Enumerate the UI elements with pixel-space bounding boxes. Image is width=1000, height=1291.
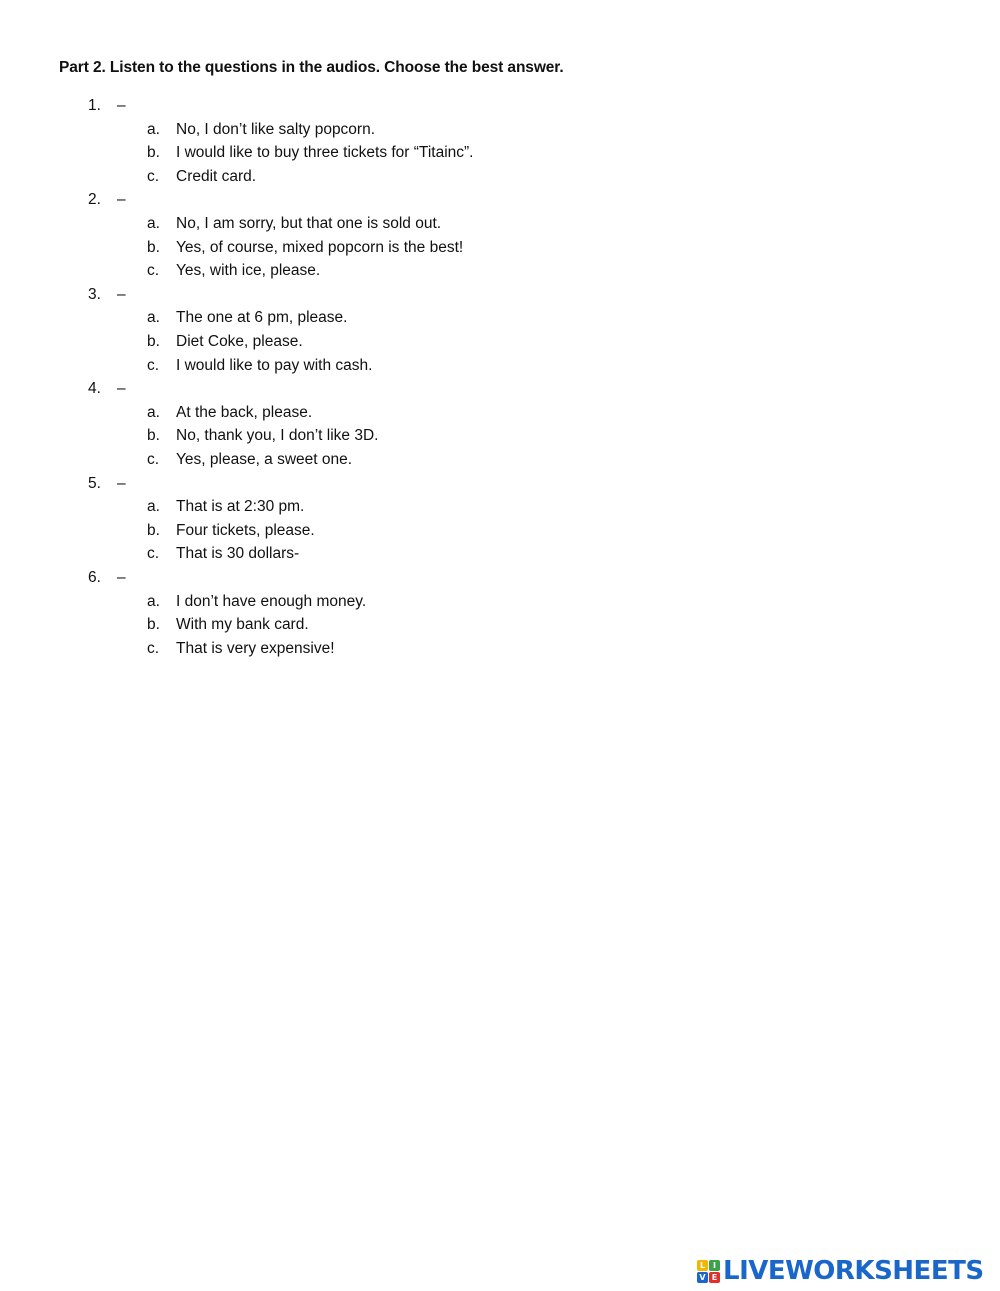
option-text: At the back, please.	[176, 403, 313, 421]
answer-option[interactable]	[0, 593, 1000, 615]
section-heading: Part 2. Listen to the questions in the audios. Choose the best answer.	[59, 59, 564, 76]
option-letter: c.	[147, 262, 160, 280]
question-dash: –	[117, 97, 126, 114]
logo-mark-letter: V	[697, 1272, 708, 1283]
question-number: 2.	[88, 191, 101, 209]
question-item	[0, 191, 1000, 213]
question-item	[0, 475, 1000, 497]
option-text: Yes, with ice, please.	[176, 262, 321, 280]
option-text: That is at 2:30 pm.	[176, 498, 305, 516]
answer-option[interactable]	[0, 144, 1000, 166]
answer-option[interactable]	[0, 404, 1000, 426]
option-letter: a.	[147, 403, 160, 421]
answer-option[interactable]	[0, 309, 1000, 331]
option-letter: b.	[147, 616, 160, 634]
answer-option[interactable]	[0, 333, 1000, 355]
option-letter: a.	[147, 498, 160, 516]
option-letter: a.	[147, 120, 160, 138]
answer-option[interactable]	[0, 215, 1000, 237]
option-text: The one at 6 pm, please.	[176, 309, 348, 327]
option-text: Four tickets, please.	[176, 521, 315, 539]
option-text: Credit card.	[176, 167, 257, 185]
question-dash: –	[117, 191, 126, 209]
question-item	[0, 97, 1000, 119]
answer-option[interactable]	[0, 616, 1000, 638]
answer-option[interactable]	[0, 545, 1000, 567]
question-item	[0, 380, 1000, 402]
answer-option[interactable]	[0, 522, 1000, 544]
question-number: 6.	[88, 569, 101, 586]
logo-mark-letter: I	[709, 1260, 720, 1271]
option-text: Diet Coke, please.	[176, 333, 303, 350]
answer-option[interactable]	[0, 357, 1000, 379]
option-letter: c.	[147, 167, 160, 185]
question-item	[0, 286, 1000, 308]
option-letter: b.	[147, 144, 160, 162]
answer-option[interactable]	[0, 451, 1000, 473]
logo-mark-icon	[697, 1260, 720, 1283]
question-number: 1.	[88, 97, 101, 114]
question-number: 3.	[88, 285, 101, 303]
question-dash: –	[117, 569, 126, 586]
option-text: That is very expensive!	[176, 639, 335, 657]
option-letter: b.	[147, 333, 160, 350]
question-number: 5.	[88, 474, 101, 492]
option-letter: c.	[147, 451, 160, 468]
option-letter: c.	[147, 356, 160, 374]
option-letter: b.	[147, 238, 160, 256]
option-letter: a.	[147, 592, 160, 610]
option-letter: c.	[147, 545, 160, 563]
answer-option[interactable]	[0, 427, 1000, 449]
question-dash: –	[117, 285, 126, 303]
question-item	[0, 569, 1000, 591]
option-letter: b.	[147, 427, 160, 445]
answer-option[interactable]	[0, 121, 1000, 143]
logo-text: LIVEWORKSHEETS	[723, 1256, 984, 1286]
option-text: I would like to pay with cash.	[176, 356, 373, 374]
option-text: No, I am sorry, but that one is sold out.	[176, 215, 442, 232]
question-number: 4.	[88, 380, 101, 398]
option-letter: a.	[147, 309, 160, 327]
logo-mark-letter: L	[697, 1260, 708, 1271]
option-text: I would like to buy three tickets for “Titainc”.	[176, 144, 474, 162]
liveworksheets-logo	[697, 1256, 984, 1286]
option-letter: c.	[147, 639, 160, 657]
answer-option[interactable]	[0, 239, 1000, 261]
answer-option[interactable]	[0, 640, 1000, 662]
question-dash: –	[117, 474, 126, 492]
option-text: No, thank you, I don’t like 3D.	[176, 427, 379, 445]
option-text: With my bank card.	[176, 616, 309, 634]
question-dash: –	[117, 380, 126, 398]
option-text: Yes, please, a sweet one.	[176, 451, 353, 468]
answer-option[interactable]	[0, 262, 1000, 284]
option-letter: b.	[147, 521, 160, 539]
option-letter: a.	[147, 215, 160, 232]
option-text: I don’t have enough money.	[176, 592, 367, 610]
answer-option[interactable]	[0, 168, 1000, 190]
logo-mark-letter: E	[709, 1272, 720, 1283]
option-text: That is 30 dollars-	[176, 545, 300, 563]
option-text: Yes, of course, mixed popcorn is the best!	[176, 238, 464, 256]
option-text: No, I don’t like salty popcorn.	[176, 120, 376, 138]
answer-option[interactable]	[0, 498, 1000, 520]
